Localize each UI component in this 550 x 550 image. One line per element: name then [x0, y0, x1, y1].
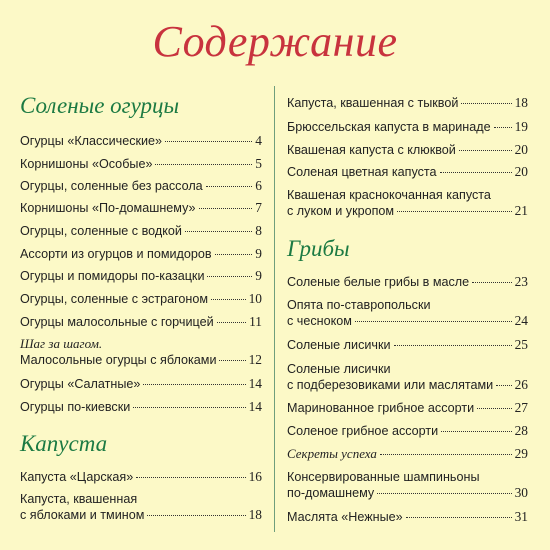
dot-leader — [477, 408, 511, 409]
entry-label: Шаг за шагом. — [20, 336, 103, 351]
page-number: 6 — [255, 178, 262, 193]
page-number: 9 — [255, 268, 262, 283]
page-number: 5 — [255, 156, 262, 171]
page-title: Содержание — [152, 17, 398, 66]
page-number: 11 — [249, 314, 262, 329]
page-number: 19 — [514, 119, 528, 134]
toc-entry[interactable]: Огурцы, соленные с эстрагоном 10 — [20, 291, 262, 306]
page-number: 8 — [255, 223, 262, 238]
toc-entry[interactable]: Квашеная краснокочанная капуста с луком и укропом 21 — [287, 188, 528, 218]
dot-leader — [211, 299, 246, 300]
toc-entry[interactable]: Маринованное грибное ассорти 27 — [287, 400, 528, 415]
dot-leader — [440, 172, 512, 173]
page-number: 26 — [514, 377, 528, 392]
page-number: 10 — [248, 291, 262, 306]
page-number: 23 — [514, 274, 528, 289]
toc-entry[interactable]: Огурцы и помидоры по-казацки 9 — [20, 268, 262, 283]
toc-entry[interactable]: Капуста, квашенная с тыквой 18 — [287, 95, 528, 110]
toc-entry[interactable]: Консервированные шампиньоны по-домашнему 30 — [287, 470, 528, 500]
section-title-cabbage: Капуста — [20, 431, 108, 456]
dot-leader — [136, 477, 245, 478]
toc-entry[interactable]: Брюссельская капуста в маринаде 19 — [287, 119, 528, 134]
dot-leader — [165, 141, 252, 142]
toc-entry[interactable]: Соленое грибное ассорти 28 — [287, 423, 528, 438]
toc-entry[interactable]: Корнишоны «Особые» 5 — [20, 156, 262, 171]
toc-entry[interactable]: Огурцы по-киевски 14 — [20, 399, 262, 414]
dot-leader — [217, 322, 246, 323]
dot-leader — [441, 431, 511, 432]
page-number: 25 — [514, 337, 528, 352]
dot-leader — [377, 493, 511, 494]
dot-leader — [215, 254, 253, 255]
page-number: 18 — [514, 95, 528, 110]
page-number: 20 — [514, 142, 528, 157]
dot-leader — [133, 407, 245, 408]
dot-leader — [147, 515, 245, 516]
page-number: 31 — [514, 509, 528, 524]
toc-entry[interactable]: Огурцы «Классические» 4 — [20, 133, 262, 148]
dot-leader — [355, 321, 512, 322]
dot-leader — [206, 186, 253, 187]
page-number: 21 — [514, 203, 528, 218]
page-number: 16 — [248, 469, 262, 484]
dot-leader — [155, 164, 252, 165]
dot-leader — [459, 150, 512, 151]
page-number: 12 — [248, 352, 262, 367]
toc-entry[interactable]: Огурцы «Салатные» 14 — [20, 376, 262, 391]
dot-leader — [397, 211, 512, 212]
page-number: 7 — [255, 200, 262, 215]
section-title-mushrooms: Грибы — [287, 236, 350, 261]
dot-leader — [219, 360, 245, 361]
page-number: 9 — [255, 246, 262, 261]
toc-entry[interactable]: Капуста, квашенная с яблоками и тмином 18 — [20, 492, 262, 522]
toc-entry[interactable]: Капуста «Царская» 16 — [20, 469, 262, 484]
toc-entry[interactable]: Секреты успеха 29 — [287, 446, 528, 461]
toc-entry[interactable]: Маслята «Нежные» 31 — [287, 509, 528, 524]
toc-entry[interactable]: Шаг за шагом. Малосольные огурцы с яблоками 12 — [20, 336, 262, 367]
dot-leader — [394, 345, 512, 346]
page-number: 20 — [514, 164, 528, 179]
column-divider — [274, 86, 275, 532]
toc-entry[interactable]: Соленые белые грибы в масле 23 — [287, 274, 528, 289]
dot-leader — [472, 282, 511, 283]
dot-leader — [461, 103, 511, 104]
page-number: 30 — [514, 485, 528, 500]
dot-leader — [380, 454, 512, 455]
page-number: 29 — [514, 446, 528, 461]
page-number: 4 — [255, 133, 262, 148]
toc-entry[interactable]: Квашеная капуста с клюквой 20 — [287, 142, 528, 157]
page-number: 24 — [514, 313, 528, 328]
page-number: 28 — [514, 423, 528, 438]
toc-entry[interactable]: Огурцы, соленные с водкой 8 — [20, 223, 262, 238]
page-number: 14 — [248, 376, 262, 391]
toc-entry[interactable]: Ассорти из огурцов и помидоров 9 — [20, 246, 262, 261]
toc-entry[interactable]: Корнишоны «По-домашнему» 7 — [20, 200, 262, 215]
section-title-pickles: Соленые огурцы — [20, 93, 180, 118]
toc-entry[interactable]: Опята по-ставропольски с чесноком 24 — [287, 298, 528, 328]
dot-leader — [199, 208, 253, 209]
dot-leader — [143, 384, 245, 385]
dot-leader — [494, 127, 512, 128]
toc-entry[interactable]: Огурцы малосольные с горчицей 11 — [20, 314, 262, 329]
page-number: 27 — [514, 400, 528, 415]
toc-entry[interactable]: Огурцы, соленные без рассола 6 — [20, 178, 262, 193]
dot-leader — [185, 231, 252, 232]
page-number: 14 — [248, 399, 262, 414]
dot-leader — [207, 276, 252, 277]
toc-entry[interactable]: Соленая цветная капуста 20 — [287, 164, 528, 179]
dot-leader — [406, 517, 512, 518]
dot-leader — [496, 385, 511, 386]
toc-entry[interactable]: Соленые лисички 25 — [287, 337, 528, 352]
toc-entry[interactable]: Соленые лисички с подберезовиками или маслятами 26 — [287, 362, 528, 392]
page-number: 18 — [248, 507, 262, 522]
